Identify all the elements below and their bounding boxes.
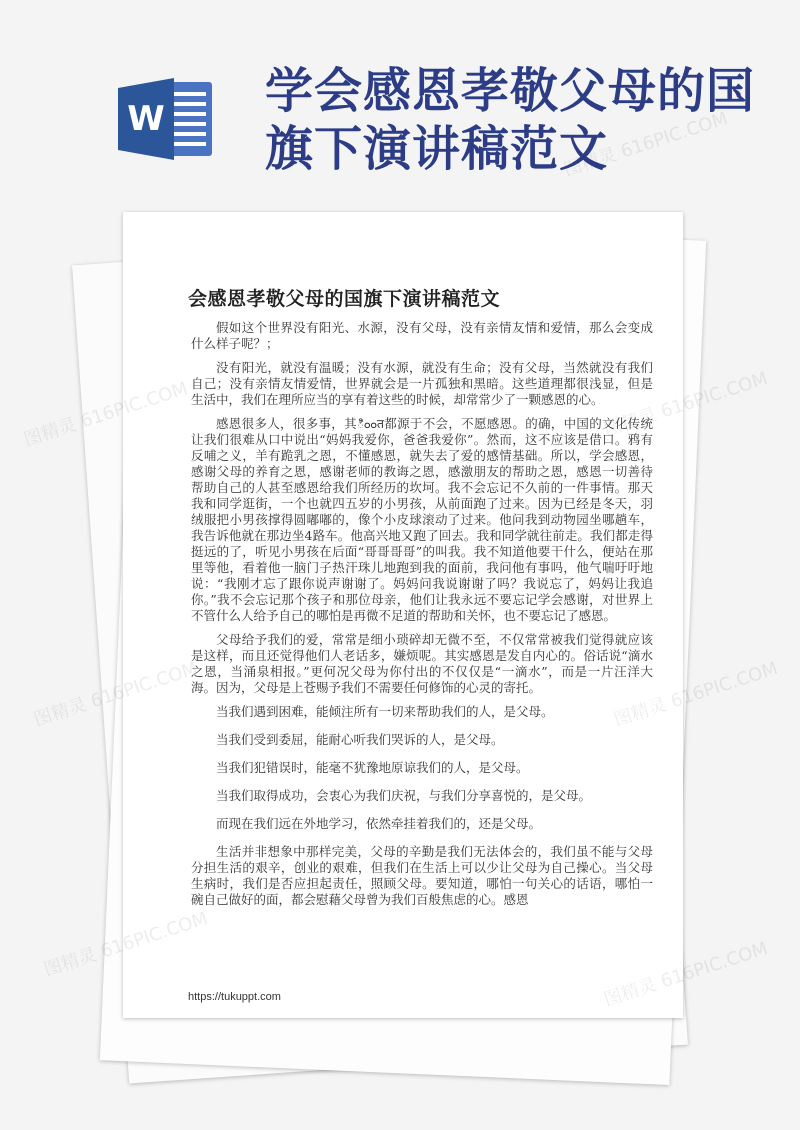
document-title: 会感恩孝敬父母的国旗下演讲稿范文 xyxy=(188,288,501,310)
paragraph: 假如这个世界没有阳光、水源，没有父母，没有亲情友情和爱情，那么会变成什么样子呢？； xyxy=(191,320,653,351)
paragraph: 当我们受到委屈，能耐心听我们哭诉的人，是父母。 xyxy=(216,732,504,747)
source-url: https://tukuppt.com xyxy=(188,991,281,1003)
paragraph: 当我们遇到困难，能倾注所有一切来帮助我们的人，是父母。 xyxy=(216,704,554,719)
paragraph: 当我们取得成功，会衷心为我们庆祝，与我们分享喜悦的，是父母。 xyxy=(216,788,592,803)
document-page xyxy=(123,212,683,1018)
paragraph: 而现在我们远在外地学习，依然牵挂着我们的，还是父母。 xyxy=(216,816,542,831)
watermark: 图精灵 616PIC.COM xyxy=(611,658,781,731)
paragraph: 没有阳光，就没有温暖；没有水源，就没有生命；没有父母，当然就没有我们自己；没有亲情友情爱情，世界就会是一片孤独和黑暗。这些道理都很浅显，但是生活中，我们在理所应当的享有着这些的时候，却常常少了一颗感恩的心。 xyxy=(191,360,653,407)
paragraph: 当我们犯错误时，能毫不犹豫地原谅我们的人，是父母。 xyxy=(216,760,529,775)
word-document-icon xyxy=(118,78,214,160)
watermark: 图精灵 616PIC.COM xyxy=(601,938,771,1011)
paragraph: 生活并非想象中那样完美，父母的辛勤是我们无法体会的，我们虽不能与父母分担生活的艰辛，创业的艰难，但我们在生活上可以少让父母为自己操心。当父母生病时，我们是否应担起责任，照顾父母。要知道，哪怕一句关心的话语，哪怕一碗自己做好的面，都会慰藉父母曾为我们百般焦虑的心。感恩 xyxy=(191,844,653,907)
document-body xyxy=(191,320,653,916)
watermark: 图精灵 xyxy=(21,414,80,451)
word-logo-letter: W xyxy=(127,99,165,139)
paragraph: 感恩很多人，很多事，其ింంत都源于不会，不愿感恩。的确，中国的文化传统让我们很难从口中说出“妈妈我爱你，爸爸我爱你”。然而，这不应该是借口。鸦有反哺之义，羊有跪乳之恩，不懂感恩，就失去了爱的感情基础。所以，学会感恩，感谢父母的养育之恩，感谢老师的教诲之恩，感激朋友的帮助之恩，感恩一切善待帮助自己的人甚至感恩给我们所经历的坎坷。我不会忘记不久前的一件事情。那天我和同学逛街，一个也就四五岁的小男孩，从前面跑了过来。因为已经是冬天，羽绒服把小男孩撑得圆嘟嘟的，像个小皮球滚动了过来。他问我到动物园坐哪趟车，我告诉他就在那边坐4路车。他高兴地又跑了回去。我和同学就往前走。我们都走得挺远的了，听见小男孩在后面“哥哥哥哥”的叫我。我不知道他要干什么，便站在那里等他，看着他一脑门子热汗珠儿地跑到我的面前，我问他有事吗，他气喘吁吁地说：“我刚才忘了跟你说声谢谢了。妈妈问我说谢谢了吗？我说忘了，妈妈让我追你。”我不会忘记那个孩子和那位母亲，他们让我永远不要忘记学会感谢，对世界上不管什么人给予自己的哪怕是再微不足道的帮助和关怀，也不要忘记了感恩。 xyxy=(191,416,653,623)
watermark: 图精灵 xyxy=(31,694,90,731)
watermark: 616PIC.COM xyxy=(658,368,771,423)
watermark: 图精灵 xyxy=(41,944,100,981)
paragraph: 父母给予我们的爱，常常是细小琐碎却无微不至，不仅常常被我们觉得就应该是这样，而且还觉得他们人老话多，嫌烦呢。其实感恩是发自内心的。俗话说“滴水之恩，当涌泉相报。”更何况父母为你付出的不仅仅是“一滴水”，而是一片汪洋大海。因为，父母是上苍赐予我们不需要任何修饰的心灵的寄托。 xyxy=(191,632,653,695)
page-title: 学会感恩孝敬父母的国旗下演讲稿范文 xyxy=(265,63,756,177)
watermark: 图精灵 616PIC.COM xyxy=(561,108,731,181)
